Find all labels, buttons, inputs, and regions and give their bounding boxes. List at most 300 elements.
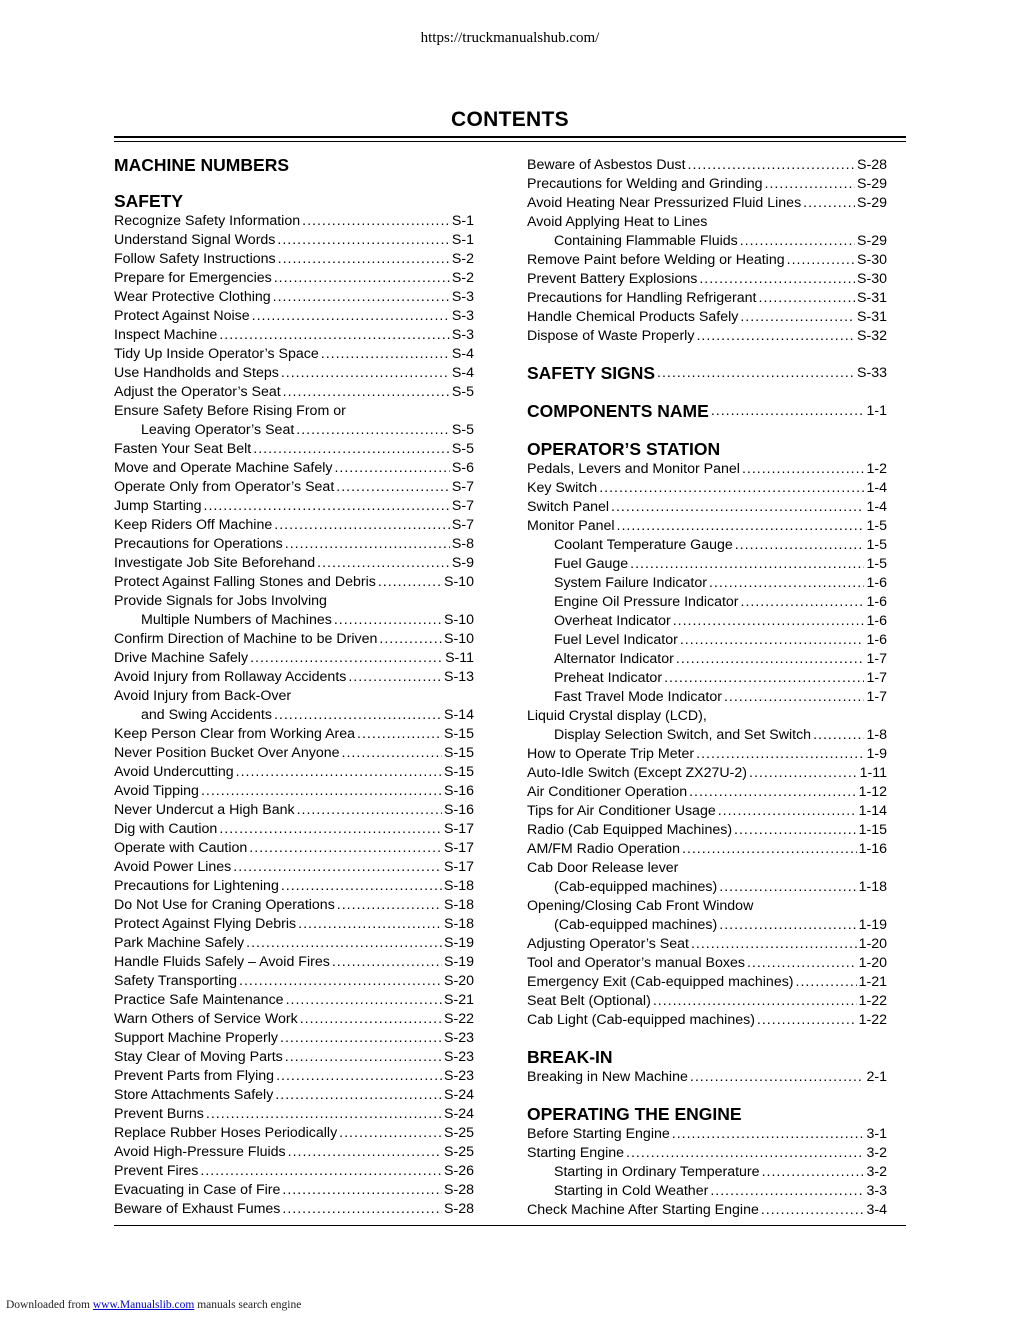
toc-entry-page: S-30 bbox=[857, 252, 887, 268]
toc-leader-dots bbox=[337, 896, 442, 915]
toc-entry[interactable] bbox=[527, 308, 887, 327]
toc-entry-title: Cab Door Release lever bbox=[527, 860, 679, 876]
toc-leader-dots bbox=[253, 440, 450, 459]
toc-entry-title: Avoid Heating Near Pressurized Fluid Lines bbox=[527, 195, 802, 211]
toc-entry-page: 1-11 bbox=[859, 765, 887, 781]
toc-leader-dots bbox=[286, 991, 442, 1010]
toc-entry-page: S-24 bbox=[444, 1087, 474, 1103]
toc-entry-page: S-21 bbox=[444, 992, 474, 1008]
toc-entry[interactable] bbox=[527, 821, 887, 840]
toc-entry-title: Cab Light (Cab-equipped machines) bbox=[527, 1012, 755, 1028]
toc-entry-page: 1-4 bbox=[866, 499, 887, 515]
toc-leader-dots bbox=[813, 726, 864, 745]
toc-entry-title: Liquid Crystal display (LCD), bbox=[527, 708, 707, 724]
toc-entry-page: 3-2 bbox=[866, 1164, 887, 1180]
toc-entry[interactable] bbox=[114, 1162, 474, 1181]
toc-leader-dots bbox=[719, 878, 856, 897]
toc-entry-title: Prevent Fires bbox=[114, 1163, 199, 1179]
toc-leader-dots bbox=[273, 288, 450, 307]
toc-entry bbox=[114, 402, 474, 421]
toc-entry-title: Avoid Tipping bbox=[114, 783, 199, 799]
toc-entry-page: 1-5 bbox=[866, 556, 887, 572]
toc-entry[interactable] bbox=[527, 536, 887, 555]
toc-entry[interactable] bbox=[527, 726, 887, 745]
section-safety: SAFETY bbox=[114, 191, 184, 211]
toc-entry-page: S-17 bbox=[444, 859, 474, 875]
toc-leader-dots bbox=[300, 1010, 442, 1029]
toc-leader-dots bbox=[676, 650, 865, 669]
toc-entry-title: Operate with Caution bbox=[114, 840, 248, 856]
toc-entry-page: 1-18 bbox=[858, 879, 887, 895]
toc-leader-dots bbox=[735, 536, 865, 555]
toc-entry[interactable] bbox=[114, 839, 474, 858]
toc-leader-dots bbox=[749, 764, 858, 783]
toc-entry-title: Understand Signal Words bbox=[114, 232, 276, 248]
toc-entry-page: S-3 bbox=[451, 327, 474, 343]
toc-entry[interactable] bbox=[114, 288, 474, 307]
toc-entry[interactable] bbox=[114, 1067, 474, 1086]
toc-entry[interactable] bbox=[114, 421, 474, 440]
toc-leader-dots bbox=[201, 782, 442, 801]
toc-leader-dots bbox=[761, 1201, 865, 1220]
toc-entry[interactable] bbox=[114, 269, 474, 288]
toc-entry-page: S-22 bbox=[444, 1011, 474, 1027]
toc-entry-page: S-7 bbox=[451, 479, 474, 495]
toc-entry-title: Display Selection Switch, and Set Switch bbox=[554, 727, 812, 743]
toc-entry[interactable] bbox=[114, 231, 474, 250]
toc-entry-page: 1-22 bbox=[858, 1012, 887, 1028]
toc-entry-title: Tidy Up Inside Operator’s Space bbox=[114, 346, 319, 362]
toc-entry[interactable] bbox=[114, 611, 474, 630]
toc-leader-dots bbox=[699, 270, 855, 289]
toc-entry-title: Seat Belt (Optional) bbox=[527, 993, 651, 1009]
footer-prefix: Downloaded from bbox=[6, 1299, 90, 1311]
toc-leader-dots bbox=[246, 934, 442, 953]
toc-leader-dots bbox=[762, 1163, 865, 1182]
toc-entry-title: Jump Starting bbox=[114, 498, 202, 514]
toc-entry[interactable] bbox=[114, 801, 474, 820]
toc-leader-dots bbox=[348, 668, 442, 687]
toc-entry-title: Beware of Asbestos Dust bbox=[527, 157, 686, 173]
toc-entry-title: Remove Paint before Welding or Heating bbox=[527, 252, 785, 268]
toc-entry[interactable] bbox=[114, 649, 474, 668]
toc-entry-title: Monitor Panel bbox=[527, 518, 615, 534]
toc-leader-dots bbox=[302, 212, 450, 231]
right-column bbox=[527, 156, 887, 1220]
toc-leader-dots bbox=[740, 232, 855, 251]
toc-entry-page: 1-4 bbox=[866, 480, 887, 496]
manualslib-link[interactable]: www.Manualslib.com bbox=[92, 1299, 195, 1311]
toc-entry-page: S-2 bbox=[451, 270, 474, 286]
toc-entry-title: Starting in Ordinary Temperature bbox=[554, 1164, 760, 1180]
operators-station-entries bbox=[527, 460, 887, 1030]
toc-entry[interactable] bbox=[527, 1182, 887, 1201]
toc-entry[interactable] bbox=[527, 1144, 887, 1163]
toc-entry-title: Prevent Burns bbox=[114, 1106, 204, 1122]
toc-entry[interactable] bbox=[527, 935, 887, 954]
toc-entry-page: S-10 bbox=[444, 612, 474, 628]
toc-entry-page: 1-6 bbox=[866, 594, 887, 610]
toc-entry-title: Move and Operate Machine Safely bbox=[114, 460, 333, 476]
break-in-entries bbox=[527, 1068, 887, 1087]
toc-leader-dots bbox=[710, 1182, 864, 1201]
toc-leader-dots bbox=[285, 1048, 442, 1067]
toc-leader-dots bbox=[690, 1068, 865, 1087]
toc-entry-title: Support Machine Properly bbox=[114, 1030, 279, 1046]
toc-entry-title: Protect Against Flying Debris bbox=[114, 916, 297, 932]
toc-entry-title: Prevent Parts from Flying bbox=[114, 1068, 275, 1084]
toc-entry[interactable] bbox=[114, 725, 474, 744]
toc-entry-page: 1-8 bbox=[866, 727, 887, 743]
toc-entry-page: 1-20 bbox=[858, 955, 887, 971]
toc-entry-page: 1-6 bbox=[866, 575, 887, 591]
toc-leader-dots bbox=[719, 916, 856, 935]
toc-entry-title: Fast Travel Mode Indicator bbox=[554, 689, 722, 705]
toc-entry[interactable] bbox=[114, 1143, 474, 1162]
toc-entry[interactable] bbox=[114, 554, 474, 573]
toc-entry[interactable] bbox=[114, 516, 474, 535]
toc-entry[interactable] bbox=[527, 669, 887, 688]
toc-entry-page: 1-20 bbox=[858, 936, 887, 952]
toc-entry-page: S-5 bbox=[451, 422, 474, 438]
toc-entry-page: S-29 bbox=[857, 195, 887, 211]
toc-leader-dots bbox=[740, 308, 855, 327]
toc-entry-title: How to Operate Trip Meter bbox=[527, 746, 695, 762]
toc-entry[interactable] bbox=[527, 555, 887, 574]
toc-entry[interactable] bbox=[527, 783, 887, 802]
toc-entry-title: Handle Chemical Products Safely bbox=[527, 309, 739, 325]
safety-entries-continued bbox=[527, 156, 887, 346]
toc-entry-title: Avoid High-Pressure Fluids bbox=[114, 1144, 286, 1160]
toc-entry-page: S-16 bbox=[444, 802, 474, 818]
toc-entry-safety-signs[interactable]: SAFETY SIGNS ..... S-33 bbox=[527, 362, 887, 384]
toc-entry-page: 3-4 bbox=[866, 1202, 887, 1218]
toc-entry[interactable] bbox=[114, 630, 474, 649]
toc-entry[interactable] bbox=[527, 631, 887, 650]
section-machine-numbers: MACHINE NUMBERS bbox=[114, 155, 289, 175]
toc-entry[interactable] bbox=[114, 497, 474, 516]
footer-suffix: manuals search engine bbox=[197, 1299, 302, 1311]
toc-entry[interactable] bbox=[114, 896, 474, 915]
toc-entry-page: S-6 bbox=[451, 460, 474, 476]
toc-entry-title: System Failure Indicator bbox=[554, 575, 707, 591]
toc-entry[interactable] bbox=[114, 934, 474, 953]
toc-entry[interactable] bbox=[527, 840, 887, 859]
toc-entry-title: Pedals, Levers and Monitor Panel bbox=[527, 461, 740, 477]
toc-entry[interactable] bbox=[114, 763, 474, 782]
toc-leader-dots bbox=[334, 459, 449, 478]
toc-entry-title: Avoid Power Lines bbox=[114, 859, 232, 875]
toc-entry-title: Ensure Safety Before Rising From or bbox=[114, 403, 346, 419]
toc-entry-title: Do Not Use for Craning Operations bbox=[114, 897, 335, 913]
toc-leader-dots bbox=[696, 745, 864, 764]
toc-entry[interactable] bbox=[114, 915, 474, 934]
toc-leader-dots bbox=[280, 1029, 442, 1048]
toc-entry-page: 1-5 bbox=[866, 537, 887, 553]
toc-entry-title: (Cab-equipped machines) bbox=[554, 879, 718, 895]
toc-leader-dots bbox=[682, 840, 857, 859]
page-title: CONTENTS bbox=[451, 108, 569, 131]
toc-leader-dots bbox=[277, 231, 450, 250]
toc-entry-page: 1-2 bbox=[866, 461, 887, 477]
toc-entry-page: S-18 bbox=[444, 916, 474, 932]
toc-leader-dots bbox=[611, 498, 864, 517]
toc-entry-title: Drive Machine Safely bbox=[114, 650, 249, 666]
toc-leader-dots bbox=[357, 725, 442, 744]
toc-entry[interactable] bbox=[527, 517, 887, 536]
toc-entry[interactable] bbox=[114, 706, 474, 725]
toc-entry-page: 1-15 bbox=[858, 822, 887, 838]
toc-entry-page: 1-5 bbox=[866, 518, 887, 534]
toc-leader-dots bbox=[617, 517, 865, 536]
toc-entry-title: Precautions for Lightening bbox=[114, 878, 279, 894]
top-rule bbox=[114, 136, 906, 142]
toc-leader-dots bbox=[233, 858, 442, 877]
toc-leader-dots bbox=[285, 535, 450, 554]
toc-leader-dots bbox=[759, 289, 856, 308]
toc-entry-title: Alternator Indicator bbox=[554, 651, 674, 667]
toc-entry-title: Never Undercut a High Bank bbox=[114, 802, 295, 818]
toc-entry[interactable] bbox=[114, 1200, 474, 1219]
toc-entry bbox=[527, 213, 887, 232]
toc-entry-page: S-15 bbox=[444, 745, 474, 761]
toc-entry-title: Precautions for Operations bbox=[114, 536, 283, 552]
toc-leader-dots bbox=[219, 326, 450, 345]
toc-entry-title: Tool and Operator’s manual Boxes bbox=[527, 955, 745, 971]
toc-entry[interactable] bbox=[527, 574, 887, 593]
toc-entry[interactable] bbox=[527, 232, 887, 251]
toc-entry[interactable] bbox=[114, 326, 474, 345]
toc-entry bbox=[527, 897, 887, 916]
toc-entry-title: Keep Riders Off Machine bbox=[114, 517, 273, 533]
toc-entry[interactable] bbox=[527, 479, 887, 498]
toc-entry-title: Breaking in New Machine bbox=[527, 1069, 688, 1085]
toc-entry[interactable] bbox=[114, 1029, 474, 1048]
toc-entry[interactable] bbox=[527, 650, 887, 669]
toc-entry[interactable] bbox=[114, 972, 474, 991]
toc-entry[interactable] bbox=[114, 1105, 474, 1124]
toc-entry-title: Dispose of Waste Properly bbox=[527, 328, 695, 344]
toc-entry-page: S-13 bbox=[444, 669, 474, 685]
toc-entry-title: (Cab-equipped machines) bbox=[554, 917, 718, 933]
toc-entry-page: S-4 bbox=[451, 365, 474, 381]
toc-entry[interactable] bbox=[527, 745, 887, 764]
toc-entry[interactable] bbox=[527, 593, 887, 612]
toc-entry-title: Use Handholds and Steps bbox=[114, 365, 279, 381]
toc-entry-components-name[interactable]: COMPONENTS NAME ..... 1-1 bbox=[527, 400, 887, 422]
toc-leader-dots bbox=[282, 1181, 442, 1200]
toc-entry-page: S-29 bbox=[857, 233, 887, 249]
section-break-in: BREAK-IN bbox=[527, 1047, 613, 1067]
toc-entry[interactable] bbox=[527, 251, 887, 270]
toc-entry-page: S-2 bbox=[451, 251, 474, 267]
toc-leader-dots bbox=[274, 269, 450, 288]
toc-entry-title: Containing Flammable Fluids bbox=[554, 233, 738, 249]
toc-entry-page: 2-1 bbox=[866, 1069, 887, 1085]
toc-entry[interactable] bbox=[114, 1010, 474, 1029]
toc-leader-dots bbox=[680, 631, 865, 650]
toc-entry[interactable] bbox=[114, 573, 474, 592]
toc-entry-page: S-24 bbox=[444, 1106, 474, 1122]
toc-entry[interactable] bbox=[527, 498, 887, 517]
toc-leader-dots bbox=[281, 364, 450, 383]
toc-entry[interactable] bbox=[114, 1048, 474, 1067]
toc-entry-title: Leaving Operator’s Seat bbox=[141, 422, 295, 438]
toc-entry[interactable] bbox=[114, 250, 474, 269]
toc-entry-page: S-3 bbox=[451, 289, 474, 305]
toc-entry-page: S-28 bbox=[444, 1182, 474, 1198]
toc-entry-title: Park Machine Safely bbox=[114, 935, 245, 951]
toc-entry-page: S-30 bbox=[857, 271, 887, 287]
toc-leader-dots bbox=[281, 877, 442, 896]
toc-entry-page: 1-9 bbox=[866, 746, 887, 762]
toc-entry-page: S-31 bbox=[857, 309, 887, 325]
toc-entry[interactable] bbox=[527, 954, 887, 973]
toc-entry[interactable] bbox=[527, 1125, 887, 1144]
page-url: https://truckmanualshub.com/ bbox=[420, 30, 600, 46]
toc-entry-page: S-18 bbox=[444, 878, 474, 894]
toc-entry[interactable] bbox=[527, 194, 887, 213]
toc-entry-page: 1-7 bbox=[866, 651, 887, 667]
toc-leader-dots bbox=[803, 194, 855, 213]
toc-entry-title: Safety Transporting bbox=[114, 973, 238, 989]
toc-entry[interactable] bbox=[527, 612, 887, 631]
toc-leader-dots bbox=[741, 593, 865, 612]
toc-entry[interactable] bbox=[114, 744, 474, 763]
toc-entry-title: Store Attachments Safely bbox=[114, 1087, 274, 1103]
toc-leader-dots bbox=[342, 744, 442, 763]
toc-entry[interactable] bbox=[527, 1163, 887, 1182]
toc-entry-page: S-5 bbox=[451, 384, 474, 400]
toc-entry-page: 1-6 bbox=[866, 632, 887, 648]
toc-entry[interactable] bbox=[114, 953, 474, 972]
toc-entry[interactable] bbox=[114, 307, 474, 326]
toc-entry[interactable] bbox=[527, 1068, 887, 1087]
toc-leader-dots bbox=[787, 251, 855, 270]
toc-leader-dots bbox=[317, 554, 450, 573]
toc-entry-page: S-10 bbox=[444, 631, 474, 647]
toc-entry[interactable] bbox=[114, 991, 474, 1010]
toc-entry[interactable] bbox=[114, 440, 474, 459]
toc-entry[interactable] bbox=[527, 802, 887, 821]
toc-leader-dots bbox=[282, 1200, 442, 1219]
toc-entry[interactable] bbox=[527, 175, 887, 194]
toc-entry-title: Protect Against Noise bbox=[114, 308, 250, 324]
toc-entry[interactable] bbox=[527, 460, 887, 479]
toc-entry[interactable] bbox=[114, 459, 474, 478]
toc-entry-page: S-25 bbox=[444, 1125, 474, 1141]
toc-entry[interactable] bbox=[527, 1011, 887, 1030]
toc-entry-title: Starting in Cold Weather bbox=[554, 1183, 709, 1199]
toc-leader-dots bbox=[765, 175, 855, 194]
toc-entry[interactable] bbox=[114, 820, 474, 839]
toc-entry-title: AM/FM Radio Operation bbox=[527, 841, 680, 857]
toc-entry[interactable] bbox=[114, 345, 474, 364]
toc-entry-title: Practice Safe Maintenance bbox=[114, 992, 284, 1008]
toc-entry-title: Provide Signals for Jobs Involving bbox=[114, 593, 327, 609]
toc-entry-page: S-17 bbox=[444, 821, 474, 837]
toc-leader-dots bbox=[278, 250, 450, 269]
toc-leader-dots bbox=[274, 706, 442, 725]
section-operators-station: OPERATOR’S STATION bbox=[527, 439, 721, 459]
toc-entry[interactable] bbox=[114, 212, 474, 231]
toc-entry-page: 3-2 bbox=[866, 1145, 887, 1161]
toc-entry[interactable] bbox=[114, 383, 474, 402]
toc-entry[interactable] bbox=[527, 289, 887, 308]
toc-entry[interactable] bbox=[527, 688, 887, 707]
toc-entry-page: S-23 bbox=[444, 1049, 474, 1065]
toc-entry[interactable] bbox=[114, 668, 474, 687]
toc-entry-page: 1-7 bbox=[866, 689, 887, 705]
toc-entry[interactable] bbox=[114, 535, 474, 554]
toc-entry[interactable] bbox=[527, 156, 887, 175]
toc-entry[interactable] bbox=[114, 478, 474, 497]
toc-entry-title: Investigate Job Site Beforehand bbox=[114, 555, 316, 571]
toc-entry[interactable] bbox=[114, 877, 474, 896]
toc-entry-title: Wear Protective Clothing bbox=[114, 289, 271, 305]
toc-entry-page: 1-21 bbox=[858, 974, 887, 990]
toc-entry[interactable] bbox=[527, 973, 887, 992]
toc-entry[interactable] bbox=[527, 916, 887, 935]
toc-entry[interactable] bbox=[527, 1201, 887, 1220]
toc-leader-dots bbox=[673, 612, 865, 631]
toc-entry-page: 1-19 bbox=[858, 917, 887, 933]
toc-entry-title: Emergency Exit (Cab-equipped machines) bbox=[527, 974, 794, 990]
toc-entry[interactable] bbox=[527, 764, 887, 783]
toc-leader-dots bbox=[599, 479, 864, 498]
toc-entry-title: Replace Rubber Hoses Periodically bbox=[114, 1125, 338, 1141]
toc-entry[interactable] bbox=[114, 1086, 474, 1105]
toc-entry-title: Preheat Indicator bbox=[554, 670, 663, 686]
toc-entry-page: 1-14 bbox=[858, 803, 887, 819]
toc-entry[interactable] bbox=[114, 364, 474, 383]
toc-entry-page: S-23 bbox=[444, 1030, 474, 1046]
toc-entry-page: S-26 bbox=[444, 1163, 474, 1179]
toc-entry-page: S-31 bbox=[857, 290, 887, 306]
safety-entries bbox=[114, 212, 474, 1219]
toc-entry-page: S-8 bbox=[451, 536, 474, 552]
toc-entry-title: Inspect Machine bbox=[114, 327, 218, 343]
toc-entry-page: S-5 bbox=[451, 441, 474, 457]
toc-entry[interactable] bbox=[114, 782, 474, 801]
toc-entry bbox=[527, 707, 887, 726]
toc-entry-page: S-16 bbox=[444, 783, 474, 799]
toc-leader-dots bbox=[757, 1011, 857, 1030]
toc-entry-page: S-28 bbox=[857, 157, 887, 173]
toc-leader-dots bbox=[709, 574, 865, 593]
toc-leader-dots bbox=[206, 1105, 442, 1124]
toc-entry-title: Recognize Safety Information bbox=[114, 213, 301, 229]
toc-entry[interactable] bbox=[527, 992, 887, 1011]
toc-entry[interactable] bbox=[114, 858, 474, 877]
toc-leader-dots bbox=[321, 345, 450, 364]
toc-entry-page: S-28 bbox=[444, 1201, 474, 1217]
toc-leader-dots bbox=[236, 763, 442, 782]
toc-entry-title: Avoid Injury from Rollaway Accidents bbox=[114, 669, 347, 685]
toc-entry-page: S-7 bbox=[451, 498, 474, 514]
toc-entry-page: 3-3 bbox=[866, 1183, 887, 1199]
toc-entry[interactable] bbox=[114, 1124, 474, 1143]
toc-entry[interactable] bbox=[527, 878, 887, 897]
toc-entry[interactable] bbox=[114, 1181, 474, 1200]
toc-entry-title: and Swing Accidents bbox=[141, 707, 272, 723]
toc-entry-title: Engine Oil Pressure Indicator bbox=[554, 594, 739, 610]
toc-entry-title: Before Starting Engine bbox=[527, 1126, 670, 1142]
toc-leader-dots bbox=[630, 555, 864, 574]
toc-entry[interactable] bbox=[527, 327, 887, 346]
toc-entry[interactable] bbox=[527, 270, 887, 289]
toc-leader-dots bbox=[796, 973, 857, 992]
